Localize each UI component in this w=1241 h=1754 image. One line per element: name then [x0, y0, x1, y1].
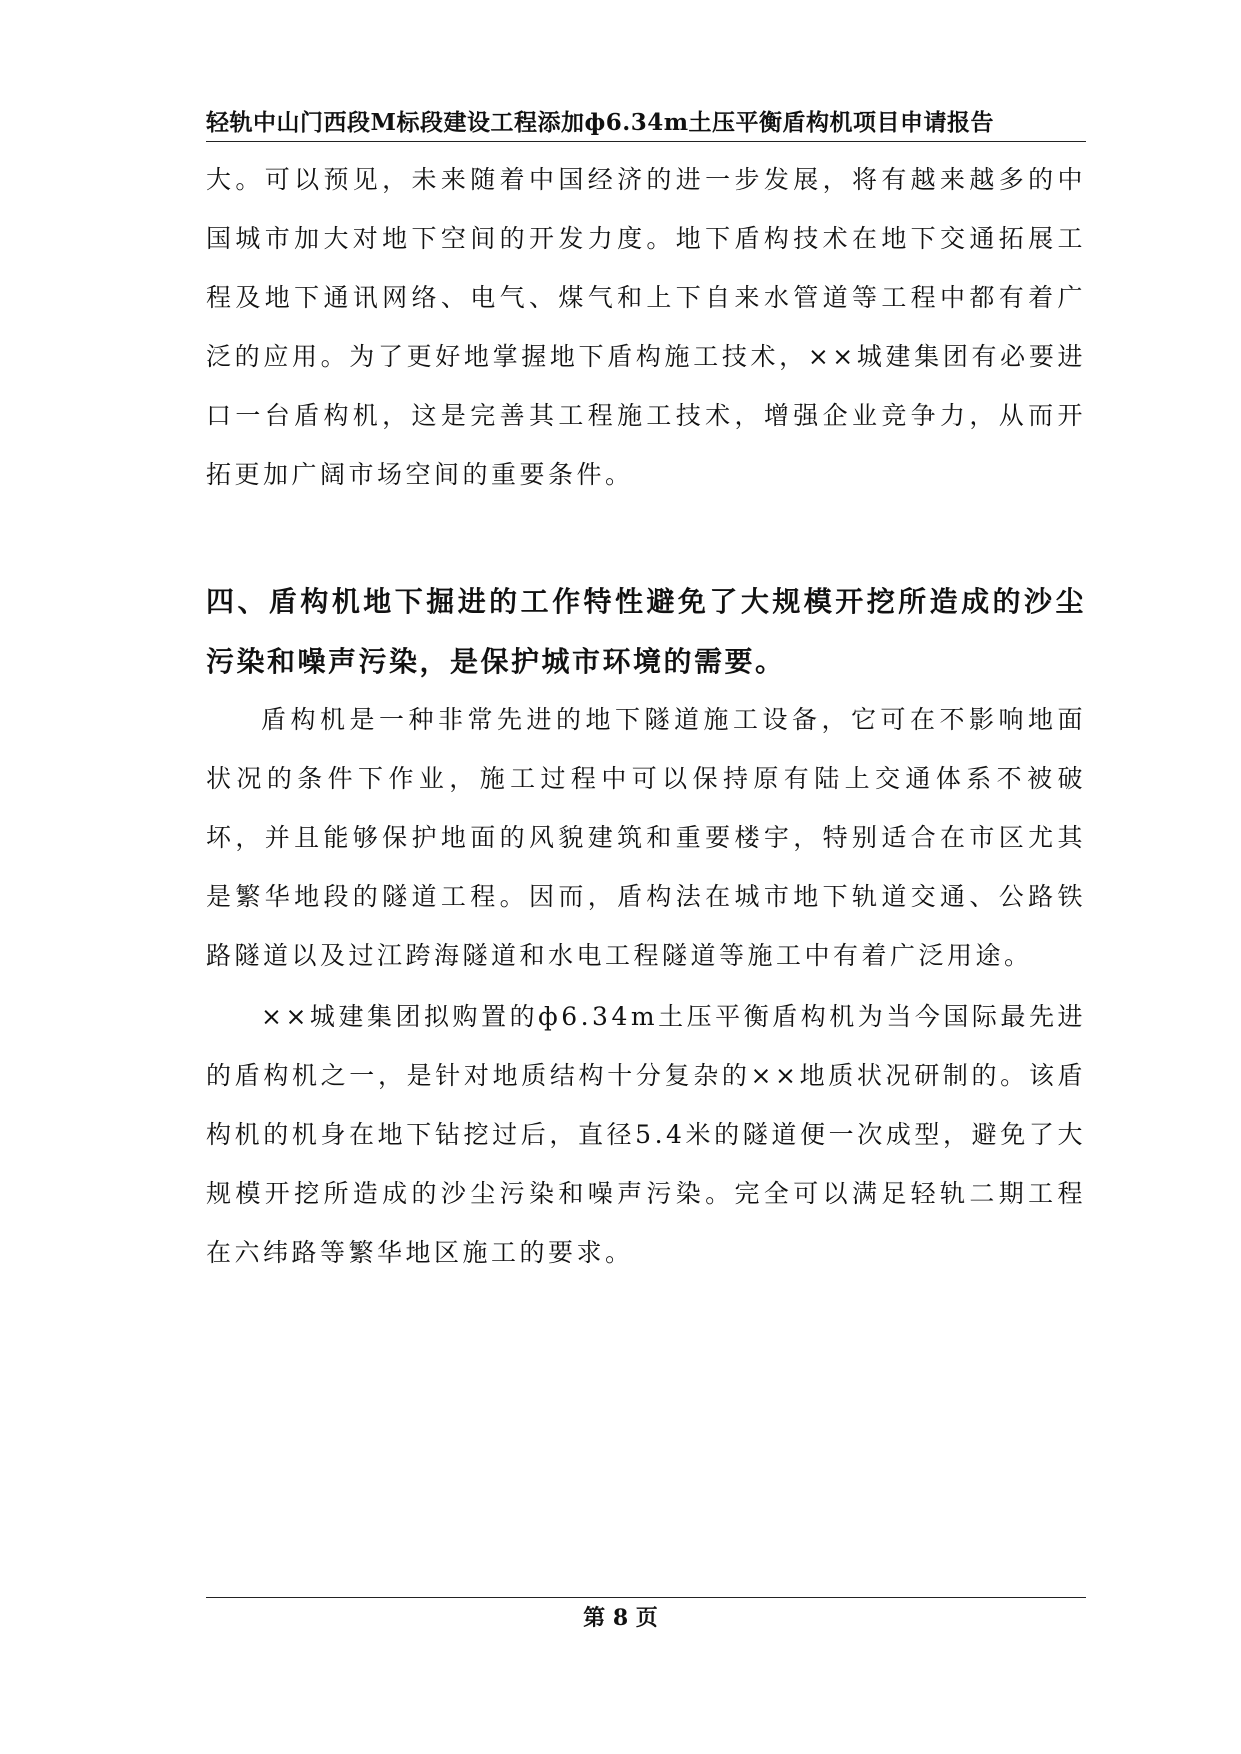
header-divider — [206, 141, 1086, 142]
page-number: 第 8 页 — [583, 1605, 658, 1631]
body-paragraph: 盾构机是一种非常先进的地下隧道施工设备，它可在不影响地面状况的条件下作业，施工过程中可以保持原有陆上交通体系不被破坏，并且能够保护地面的风貌建筑和重要楼宇，特别适合在市区尤其是繁华地段的隧道工程。因而，盾构法在城市地下轨道交通、公路铁路隧道以及过江跨海隧道和水电工程隧道等施工中有着广泛用途。 — [206, 705, 1086, 970]
continuation-paragraph: 大。可以预见，未来随着中国经济的进一步发展，将有越来越多的中国城市加大对地下空间的开发力度。地下盾构技术在地下交通拓展工程及地下通讯网络、电气、煤气和上下自来水管道等工程中都有着广泛的应用。为了更好地掌握地下盾构施工技术，××城建集团有必要进口一台盾构机，这是完善其工程施工技术，增强企业竞争力，从而开拓更加广阔市场空间的重要条件。 — [206, 165, 1086, 489]
body-paragraph: ××城建集团拟购置的ф6.34m土压平衡盾构机为当今国际最先进的盾构机之一，是针对地质结构十分复杂的××地质状况研制的。该盾构机的机身在地下钻挖过后，直径5.4米的隧道便一次成型，避免了大规模开挖所造成的沙尘污染和噪声污染。完全可以满足轻轨二期工程在六纬路等繁华地区施工的要求。 — [206, 1002, 1086, 1267]
section-heading: 四、盾构机地下掘进的工作特性避免了大规模开挖所造成的沙尘污染和噪声污染，是保护城市环境的需要。 — [206, 585, 1086, 678]
page-header-title: 轻轨中山门西段M标段建设工程添加ф6.34m土压平衡盾构机项目申请报告 — [206, 109, 995, 136]
footer-divider — [206, 1597, 1086, 1598]
